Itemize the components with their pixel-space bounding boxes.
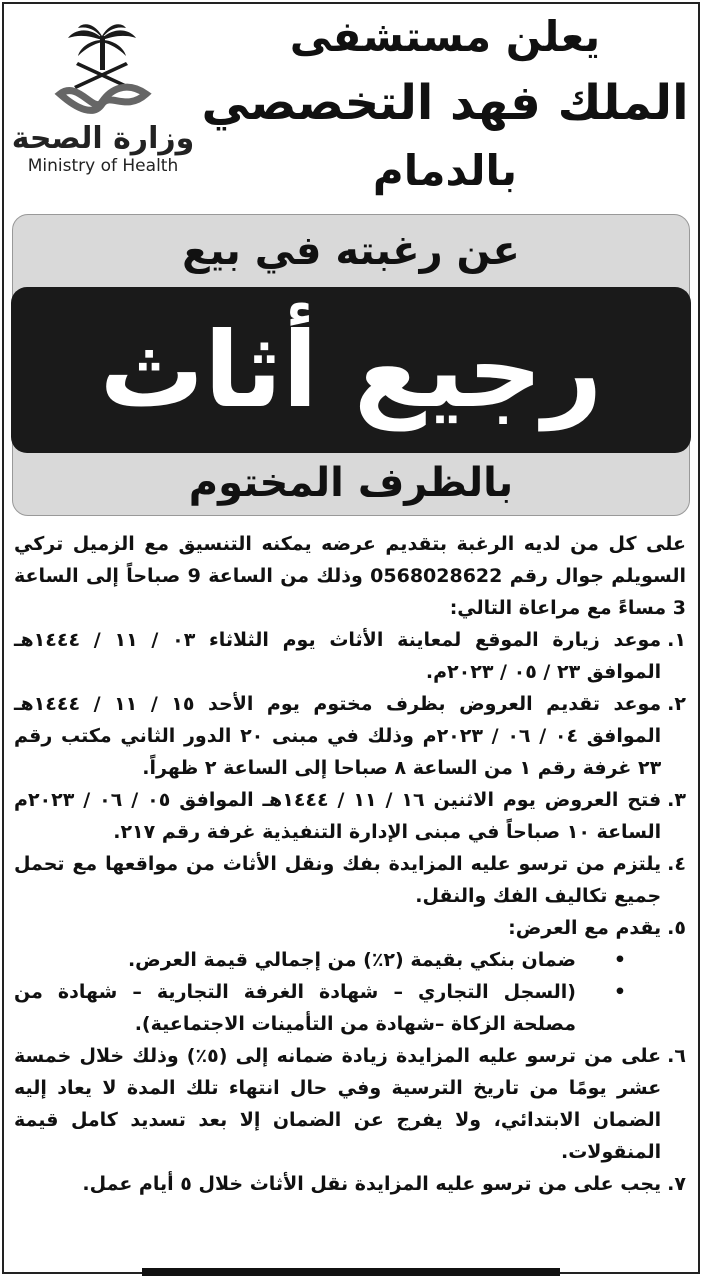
- list-item: [14, 912, 686, 944]
- item-number: ٤.: [667, 853, 686, 875]
- list-item: [14, 624, 686, 688]
- item-text: فتح العروض يوم الاثنين ١٦ / ١١ / ١٤٤٤هـ الموافق ٠٥ / ٠٦ / ٢٠٢٣م الساعة ١٠ صباحاً في مبنى الإدارة التنفيذية غرفة رقم ٢١٧.: [14, 789, 662, 843]
- item-number: ٣.: [667, 789, 686, 811]
- banner-headline: رجيع أثاث: [11, 287, 691, 453]
- list-item: [14, 848, 686, 912]
- item-text: على من ترسو عليه المزايدة زيادة ضمانه إلى (٥٪) وذلك خلال خمسة عشر يومًا من تاريخ الترسية وفي حال انتهاء تلك المدة لا يعاد إليه الضمان الابتدائي، ولا يفرج عن الضمان إلا بعد تسديد كامل قيمة المنقولات.: [14, 1045, 662, 1163]
- bottom-divider: [142, 1268, 560, 1276]
- item-text: يقدم مع العرض:: [508, 917, 662, 939]
- list-item: [14, 784, 686, 848]
- list-item: [14, 1040, 686, 1168]
- bullet-item: [14, 944, 686, 976]
- sale-banner: [12, 214, 690, 516]
- banner-outro: بالظرف المختوم: [188, 460, 514, 506]
- item-number: ٧.: [667, 1173, 686, 1195]
- bullet-text: ضمان بنكي بقيمة (٢٪) من إجمالي قيمة العرض.: [127, 949, 576, 971]
- item-text: موعد تقديم العروض بظرف مختوم يوم الأحد ١٥ / ١١ / ١٤٤٤هـ الموافق ٠٤ / ٠٦ / ٢٠٢٣م وذلك في مبنى ٢٠ الدور الثاني مكتب رقم ٢٣ غرفة رقم ١ من الساعة ٨ صباحا إلى الساعة ٢ ظهراً.: [14, 693, 662, 779]
- intro-paragraph: على كل من لديه الرغبة بتقديم عرضه يمكنه التنسيق مع الزميل تركي السويلم جوال رقم 0568028622 وذلك من الساعة 9 صباحاً إلى الساعة 3 مساءً مع مراعاة التالي:: [14, 533, 686, 619]
- bullet-icon: •: [613, 949, 626, 971]
- bullet-icon: •: [613, 981, 626, 1003]
- list-item: [14, 1168, 686, 1200]
- header-line-3: بالدمام: [372, 146, 518, 195]
- logo-english-text: Ministry of Health: [27, 156, 179, 176]
- logo-arabic-text: وزارة الصحة: [11, 121, 195, 156]
- palm-swords-emblem-icon: [38, 22, 168, 122]
- item-number: ١.: [667, 629, 686, 651]
- header-title: [200, 8, 690, 202]
- item-number: ٥.: [667, 917, 686, 939]
- item-text: يلتزم من ترسو عليه المزايدة بفك ونقل الأثاث من مواقعها مع تحمل جميع تكاليف الفك والنقل.: [14, 853, 662, 907]
- header-line-1: يعلن مستشفى: [289, 12, 601, 61]
- item-number: ٢.: [667, 693, 686, 715]
- announcement-body: [14, 528, 686, 1200]
- banner-intro: عن رغبته في بيع: [182, 228, 520, 274]
- ministry-logo: [10, 22, 196, 192]
- list-item: [14, 688, 686, 784]
- bullet-text: (السجل التجاري – شهادة الغرفة التجارية – شهادة من مصلحة الزكاة –شهادة من التأمينات الاجتماعية).: [14, 981, 576, 1035]
- header-line-2: الملك فهد التخصصي: [201, 75, 689, 131]
- item-text: يجب على من ترسو عليه المزايدة نقل الأثاث خلال ٥ أيام عمل.: [82, 1173, 662, 1195]
- item-text: موعد زيارة الموقع لمعاينة الأثاث يوم الثلاثاء ٠٣ / ١١ / ١٤٤٤هـ الموافق ٢٣ / ٠٥ / ٢٠٢٣م.: [14, 629, 662, 683]
- bullet-item: [14, 976, 686, 1040]
- item-number: ٦.: [667, 1045, 686, 1067]
